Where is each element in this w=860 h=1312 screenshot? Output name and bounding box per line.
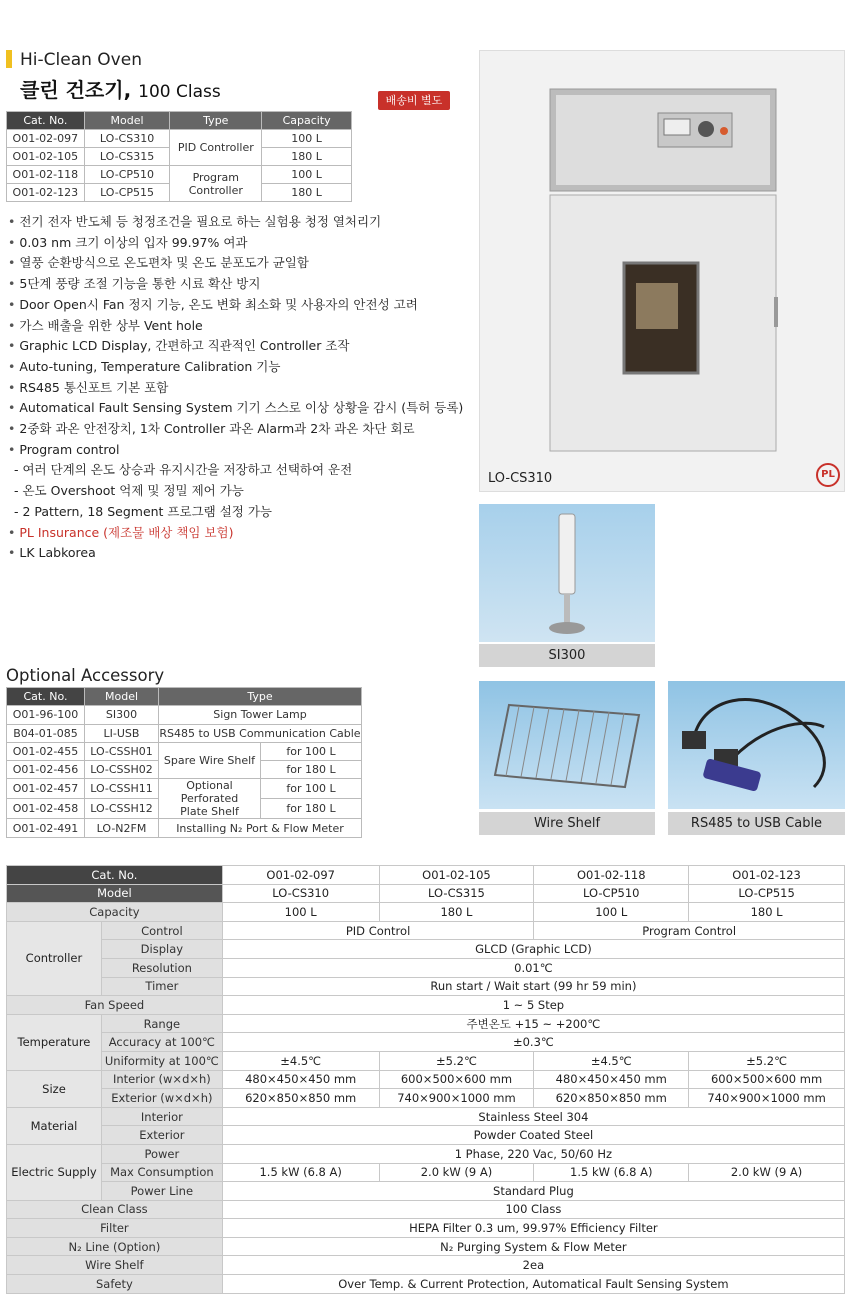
feature-item: • 전기 전자 반도체 등 청정조건을 필요로 하는 실험용 청정 열처리기 [8, 212, 468, 233]
row-label: Fan Speed [7, 996, 223, 1015]
table-row [7, 166, 352, 184]
model: LO-N2FM [85, 819, 159, 837]
accessory-title: Optional Accessory [6, 666, 165, 685]
program-sub-item: - 2 Pattern, 18 Segment 프로그램 설정 가능 [14, 503, 272, 519]
usb-cable-photo [668, 681, 845, 809]
feature-item: • 2중화 과온 안전장치, 1차 Controller 과온 Alarm과 2차 과온 차단 회로 [8, 419, 468, 440]
capacity: 100 L [262, 130, 352, 148]
spec-value: Program Control [534, 921, 845, 940]
spec-row [7, 1275, 845, 1294]
row-label: Filter [7, 1219, 223, 1238]
labkorea: • LK Labkorea [8, 543, 468, 564]
spec-row [7, 1200, 845, 1219]
spec-row [7, 1126, 845, 1145]
row-label: Capacity [7, 903, 223, 922]
spec-model: LO-CS315 [379, 884, 534, 903]
table-row [7, 724, 362, 742]
row-label: Control [101, 921, 222, 940]
spec-value: 1.5 kW (6.8 A) [222, 1163, 379, 1182]
type: RS485 to USB Communication Cable [159, 724, 362, 742]
model: LO-CP510 [84, 166, 170, 184]
type-pid: PID Controller [170, 130, 262, 166]
model: LO-CSSH11 [85, 779, 159, 799]
spec-value: Run start / Wait start (99 hr 59 min) [222, 977, 844, 996]
feature-item: • Door Open시 Fan 정지 기능, 온도 변화 최소화 및 사용자의 안전성 고려 [8, 295, 468, 316]
cat-no: O01-02-457 [7, 779, 85, 799]
wire-shelf-icon [489, 695, 645, 795]
spec-cat: O01-02-123 [689, 866, 845, 885]
model: LO-CSSH02 [85, 761, 159, 779]
spec-cat: O01-02-118 [534, 866, 689, 885]
spec-cat: O01-02-097 [222, 866, 379, 885]
spec-value: 0.01℃ [222, 958, 844, 977]
row-label: Range [101, 1014, 222, 1033]
table-row [7, 706, 362, 724]
spec-value: ±5.2℃ [379, 1051, 534, 1070]
capacity: 100 L [262, 166, 352, 184]
model: LO-CS315 [84, 148, 170, 166]
type: Sign Tower Lamp [159, 706, 362, 724]
sub-capacity: for 180 L [261, 761, 362, 779]
spec-model-row [7, 884, 845, 903]
cat-no: O01-02-491 [7, 819, 85, 837]
pl-logo: PL [816, 463, 840, 487]
feature-item: • Auto-tuning, Temperature Calibration 기능 [8, 357, 468, 378]
accessory-header-row [7, 688, 362, 706]
spec-capacity-row [7, 903, 845, 922]
models-header-row [7, 112, 352, 130]
cat-no: O01-02-458 [7, 799, 85, 819]
group-label: Controller [7, 921, 102, 995]
spec-table [6, 865, 845, 1294]
cat-no: O01-02-123 [7, 184, 85, 202]
row-label: Safety [7, 1275, 223, 1294]
type: Installing N₂ Port & Flow Meter [159, 819, 362, 837]
spec-row [7, 977, 845, 996]
spec-row [7, 996, 845, 1015]
title-class: 100 Class [138, 82, 221, 102]
row-label: Uniformity at 100℃ [101, 1051, 222, 1070]
row-label: Accuracy at 100℃ [101, 1033, 222, 1052]
program-sub-item: - 온도 Overshoot 억제 및 정밀 제어 가능 [14, 483, 244, 499]
spec-value: 주변온도 +15 ~ +200℃ [222, 1014, 844, 1033]
row-label: Interior [101, 1107, 222, 1126]
spec-row [7, 1219, 845, 1238]
spec-capacity: 100 L [534, 903, 689, 922]
spec-row [7, 1163, 845, 1182]
spec-row [7, 1033, 845, 1052]
spare-wire-type: Spare Wire Shelf [159, 742, 261, 779]
feature-list [8, 212, 468, 564]
spec-value: 2.0 kW (9 A) [689, 1163, 845, 1182]
col-header: Type [170, 112, 262, 130]
table-row [7, 779, 362, 799]
spec-value: 1 ~ 5 Step [222, 996, 844, 1015]
row-label: Wire Shelf [7, 1256, 223, 1275]
spec-cat-row [7, 866, 845, 885]
spec-capacity: 180 L [379, 903, 534, 922]
row-label: Exterior (w×d×h) [101, 1089, 222, 1108]
feature-item: • 가스 배출을 위한 상부 Vent hole [8, 316, 468, 337]
group-label: Material [7, 1107, 102, 1144]
cat-no: O01-02-456 [7, 761, 85, 779]
shipping-badge: 배송비 별도 [378, 91, 450, 110]
wire-shelf-caption: Wire Shelf [479, 812, 655, 835]
model: LO-CS310 [84, 130, 170, 148]
spec-row [7, 1107, 845, 1126]
oven-illustration [548, 87, 780, 455]
feature-item: • Graphic LCD Display, 간편하고 직관적인 Controller 조작 [8, 336, 468, 357]
group-label: Electric Supply [7, 1144, 102, 1200]
cat-no: B04-01-085 [7, 724, 85, 742]
cat-no: O01-02-455 [7, 742, 85, 760]
table-row [7, 819, 362, 837]
spec-value: 2ea [222, 1256, 844, 1275]
spec-value: 740×900×1000 mm [379, 1089, 534, 1108]
spec-value: ±0.3℃ [222, 1033, 844, 1052]
spec-value: Powder Coated Steel [222, 1126, 844, 1145]
spec-value: 600×500×600 mm [379, 1070, 534, 1089]
col-header: Model [84, 112, 170, 130]
sign-tower-lamp-icon [537, 510, 597, 640]
row-label: Cat. No. [7, 866, 223, 885]
row-label: Max Consumption [101, 1163, 222, 1182]
spec-value: 480×450×450 mm [534, 1070, 689, 1089]
capacity: 180 L [262, 184, 352, 202]
spec-row [7, 1014, 845, 1033]
perforated-line2: Plate Shelf [180, 805, 239, 819]
usb-cable-caption: RS485 to USB Cable [668, 812, 845, 835]
spec-row [7, 921, 845, 940]
spec-row [7, 1070, 845, 1089]
type-program-line1: Program [192, 170, 240, 184]
spec-row [7, 940, 845, 959]
feature-item: • Automatical Fault Sensing System 기기 스스로 이상 상황을 감시 (특허 등록) [8, 398, 468, 419]
spec-value: 600×500×600 mm [689, 1070, 845, 1089]
row-label: Interior (w×d×h) [101, 1070, 222, 1089]
product-title-ko [20, 74, 221, 103]
model: SI300 [85, 706, 159, 724]
model: LO-CSSH01 [85, 742, 159, 760]
spec-value: HEPA Filter 0.3 um, 99.97% Efficiency Filter [222, 1219, 844, 1238]
spec-model: LO-CS310 [222, 884, 379, 903]
spec-value: 740×900×1000 mm [689, 1089, 845, 1108]
spec-value: GLCD (Graphic LCD) [222, 940, 844, 959]
program-sub-item: - 여러 단계의 온도 상승과 유지시간을 저장하고 선택하여 운전 [14, 462, 353, 478]
models-table [6, 111, 352, 202]
row-label: Timer [101, 977, 222, 996]
product-title-en: Hi-Clean Oven [20, 50, 142, 70]
accessory-table [6, 687, 362, 838]
model: LI-USB [85, 724, 159, 742]
spec-model: LO-CP515 [689, 884, 845, 903]
perforated-type [159, 779, 261, 819]
spec-value: 2.0 kW (9 A) [379, 1163, 534, 1182]
capacity: 180 L [262, 148, 352, 166]
main-photo-caption: LO-CS310 [488, 471, 553, 486]
type-program [170, 166, 262, 202]
sub-capacity: for 100 L [261, 779, 362, 799]
spec-value: PID Control [222, 921, 534, 940]
spec-value: 1 Phase, 220 Vac, 50/60 Hz [222, 1144, 844, 1163]
cat-no: O01-02-105 [7, 148, 85, 166]
row-label: Power Line [101, 1182, 222, 1201]
spec-value: N₂ Purging System & Flow Meter [222, 1237, 844, 1256]
col-header: Capacity [262, 112, 352, 130]
model: LO-CP515 [84, 184, 170, 202]
sub-capacity: for 100 L [261, 742, 362, 760]
table-row [7, 742, 362, 760]
col-header: Cat. No. [7, 112, 85, 130]
row-label: Resolution [101, 958, 222, 977]
row-label: N₂ Line (Option) [7, 1237, 223, 1256]
col-header: Cat. No. [7, 688, 85, 706]
spec-value: 480×450×450 mm [222, 1070, 379, 1089]
spec-row [7, 1237, 845, 1256]
spec-capacity: 100 L [222, 903, 379, 922]
spec-capacity: 180 L [689, 903, 845, 922]
feature-item: • Program control [8, 440, 468, 461]
spec-value: 100 Class [222, 1200, 844, 1219]
table-row [7, 130, 352, 148]
sub-capacity: for 180 L [261, 799, 362, 819]
spec-value: 620×850×850 mm [534, 1089, 689, 1108]
spec-value: Standard Plug [222, 1182, 844, 1201]
spec-row [7, 1051, 845, 1070]
usb-cable-icon [674, 687, 840, 803]
cat-no: O01-02-118 [7, 166, 85, 184]
spec-value: ±4.5℃ [222, 1051, 379, 1070]
spec-row [7, 1089, 845, 1108]
perforated-line1: Optional Perforated [180, 779, 239, 806]
wire-shelf-photo [479, 681, 655, 809]
feature-item: • RS485 통신포트 기본 포함 [8, 378, 468, 399]
si300-photo [479, 504, 655, 642]
row-label: Exterior [101, 1126, 222, 1145]
spec-value: ±5.2℃ [689, 1051, 845, 1070]
col-header: Type [159, 688, 362, 706]
spec-value: ±4.5℃ [534, 1051, 689, 1070]
spec-value: 1.5 kW (6.8 A) [534, 1163, 689, 1182]
row-label: Clean Class [7, 1200, 223, 1219]
title-ko-text: 클린 건조기, [20, 78, 132, 102]
group-label: Size [7, 1070, 102, 1107]
spec-row [7, 958, 845, 977]
spec-row [7, 1144, 845, 1163]
pl-insurance: • PL Insurance (제조물 배상 책임 보험) [8, 523, 468, 544]
title-accent-bar [6, 50, 12, 68]
si300-caption: SI300 [479, 644, 655, 667]
spec-value: 620×850×850 mm [222, 1089, 379, 1108]
spec-cat: O01-02-105 [379, 866, 534, 885]
spec-row [7, 1256, 845, 1275]
feature-item: • 0.03 nm 크기 이상의 입자 99.97% 여과 [8, 233, 468, 254]
spec-value: Stainless Steel 304 [222, 1107, 844, 1126]
model: LO-CSSH12 [85, 799, 159, 819]
spec-value: Over Temp. & Current Protection, Automatical Fault Sensing System [222, 1275, 844, 1294]
col-header: Model [85, 688, 159, 706]
cat-no: O01-96-100 [7, 706, 85, 724]
row-label: Power [101, 1144, 222, 1163]
row-label: Display [101, 940, 222, 959]
spec-model: LO-CP510 [534, 884, 689, 903]
type-program-line2: Controller [188, 183, 243, 197]
row-label: Model [7, 884, 223, 903]
feature-item: • 5단계 풍량 조절 기능을 통한 시료 확산 방지 [8, 274, 468, 295]
feature-item: • 열풍 순환방식으로 온도편차 및 온도 분포도가 균일함 [8, 253, 468, 274]
cat-no: O01-02-097 [7, 130, 85, 148]
spec-row [7, 1182, 845, 1201]
oven-photo [479, 50, 845, 492]
group-label: Temperature [7, 1014, 102, 1070]
